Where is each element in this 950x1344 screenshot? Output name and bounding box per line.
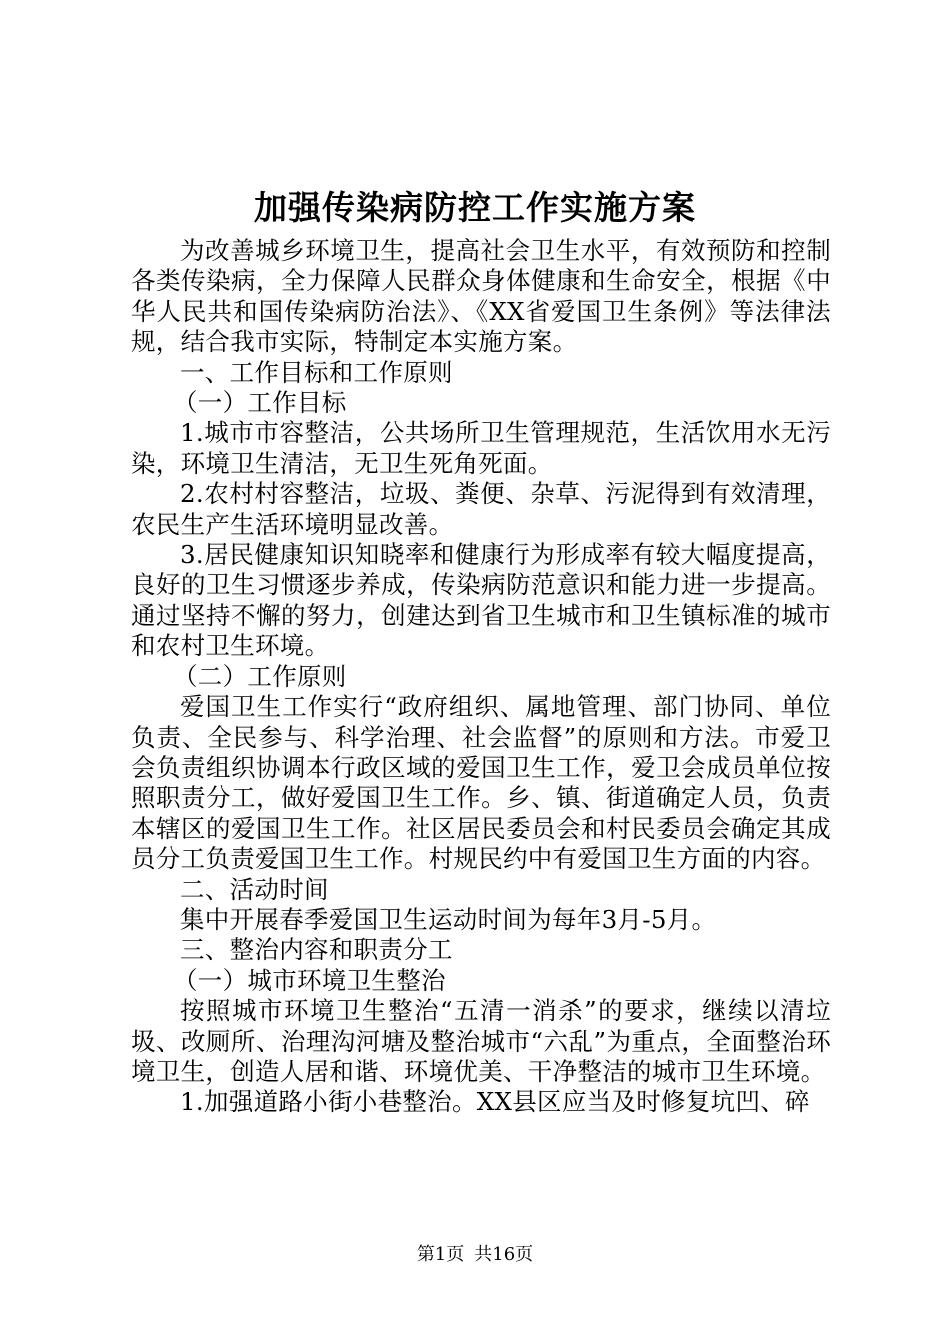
section-heading-1: 一、工作目标和工作原则 bbox=[180, 357, 453, 387]
city-sanitation-paragraph: 按照城市环境卫生整治“五清一消杀”的要求，继续以清垃圾、改厕所、治理沟河塘及整治城市“六乱”为重点，全面整治环境卫生，创造人居和谐、环境优美、干净整洁的城市卫生环境。 bbox=[131, 996, 831, 1086]
page-total: 共16页 bbox=[474, 1244, 534, 1265]
subsection-heading-city: （一）城市环境卫生整治 bbox=[173, 965, 446, 995]
document-title: 加强传染病防控工作实施方案 bbox=[254, 188, 696, 227]
section-heading-2: 二、活动时间 bbox=[180, 874, 329, 904]
document-body bbox=[131, 236, 831, 1118]
activity-time-paragraph: 集中开展春季爱国卫生运动时间为每年3月-5月。 bbox=[180, 904, 717, 934]
goal-item-3: 3.居民健康知识知晓率和健康行为形成率有较大幅度提高，良好的卫生习惯逐步养成，传染病防范意识和能力进一步提高。通过坚持不懈的努力，创建达到省卫生城市和卫生镇标准的城市和农村卫生环境。 bbox=[131, 540, 831, 661]
road-item-1: 1.加强道路小街小巷整治。XX县区应当及时修复坑凹、碎 bbox=[180, 1087, 810, 1117]
goal-item-2: 2.农村村容整洁，垃圾、粪便、杂草、污泥得到有效清理，农民生产生活环境明显改善。 bbox=[131, 479, 831, 539]
subsection-heading-principles: （二）工作原则 bbox=[173, 661, 347, 691]
intro-paragraph: 为改善城乡环境卫生，提高社会卫生水平，有效预防和控制各类传染病，全力保障人民群众身体健康和生命安全，根据《中华人民共和国传染病防治法》、《XX省爱国卫生条例》等法律法规，结合我市实际，特制定本实施方案。 bbox=[131, 236, 831, 357]
page-number: 第1页 bbox=[416, 1244, 465, 1265]
principles-paragraph: 爱国卫生工作实行“政府组织、属地管理、部门协同、单位负责、全民参与、科学治理、社会监督”的原则和方法。市爱卫会负责组织协调本行政区域的爱国卫生工作，爱卫会成员单位按照职责分工，做好爱国卫生工作。乡、镇、街道确定人员，负责本辖区的爱国卫生工作。社区居民委员会和村民委员会确定其成员分工负责爱国卫生工作。村规民约中有爱国卫生方面的内容。 bbox=[131, 692, 832, 874]
page-footer bbox=[0, 1243, 950, 1267]
goal-item-1: 1.城市市容整洁，公共场所卫生管理规范，生活饮用水无污染，环境卫生清洁，无卫生死角死面。 bbox=[131, 418, 831, 478]
section-heading-3: 三、整治内容和职责分工 bbox=[180, 935, 453, 965]
subsection-heading-goals: （一）工作目标 bbox=[173, 388, 347, 418]
